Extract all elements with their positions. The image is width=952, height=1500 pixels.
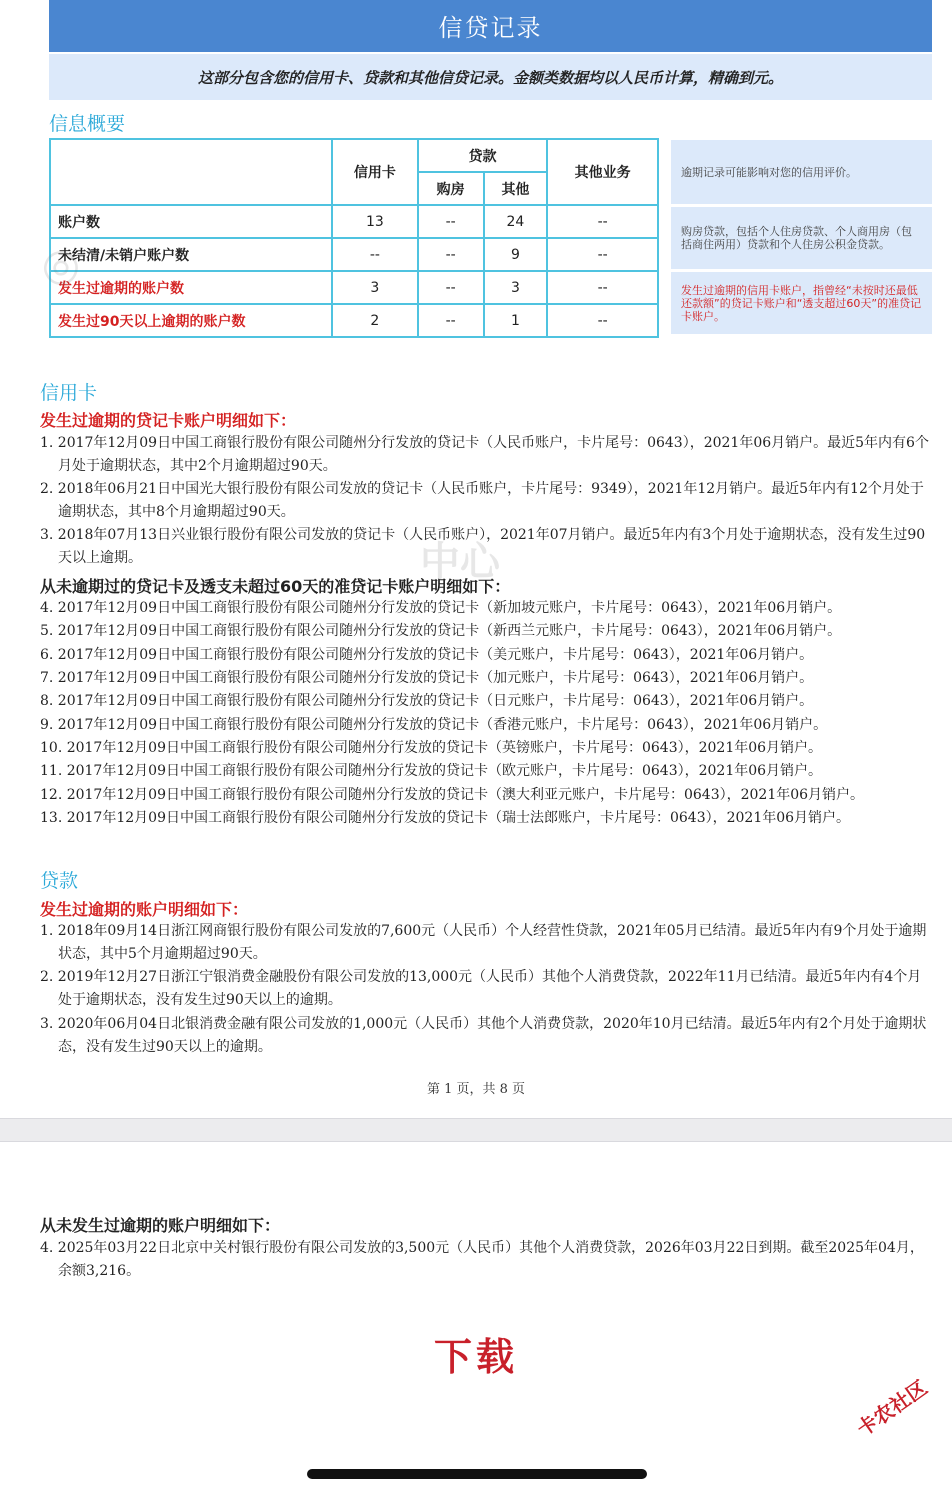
cell: -- xyxy=(418,205,484,238)
list-item: 9. 2017年12月09日中国工商银行股份有限公司随州分行发放的贷记卡（香港元账户，卡片尾号：0643），2021年06月销户。 xyxy=(40,717,828,733)
cell: -- xyxy=(418,304,484,337)
list-item: 3. 2020年06月04日北银消费金融有限公司发放的1,000元（人民币）其他个人消费贷款，2020年10月已结清。最近5年内有2个月处于逾期状态，没有发生过90天以上的逾期。 xyxy=(40,1016,927,1055)
list-item: 4. 2025年03月22日北京中关村银行股份有限公司发放的3,500元（人民币）其他个人消费贷款，2026年03月22日到期。截至2025年04月，余额3,216。 xyxy=(40,1240,924,1279)
cell: 24 xyxy=(484,205,548,238)
list-item: 1. 2018年09月14日浙江网商银行股份有限公司发放的7,600元（人民币）个人经营性贷款，2021年05月已结清。最近5年内有9个月处于逾期状态，其中5个月逾期超过90天。 xyxy=(40,923,927,962)
table-row xyxy=(50,205,658,238)
cell: -- xyxy=(547,271,658,304)
list-item: 2. 2019年12月27日浙江宁银消费金融股份有限公司发放的13,000元（人民币）其他个人消费贷款，2022年11月已结清。最近5年内有4个月处于逾期状态，没有发生过90天以上的逾期。 xyxy=(40,969,922,1008)
row-label: 发生过逾期的账户数 xyxy=(50,271,332,304)
cell: -- xyxy=(547,304,658,337)
list-item: 1. 2017年12月09日中国工商银行股份有限公司随州分行发放的贷记卡（人民币账户，卡片尾号：0643），2021年06月销户。最近5年内有6个月处于逾期状态，其中2个月逾期超过90天。 xyxy=(40,435,929,474)
cell: 3 xyxy=(332,271,418,304)
loans-overdue-heading: 发生过逾期的账户明细如下： xyxy=(40,900,249,919)
cell: -- xyxy=(547,238,658,271)
col-other-business: 其他业务 xyxy=(547,139,658,205)
overview-table xyxy=(49,138,659,338)
overview-title: 信息概要 xyxy=(49,113,126,135)
cell: -- xyxy=(547,205,658,238)
list-item: 4. 2017年12月09日中国工商银行股份有限公司随州分行发放的贷记卡（新加坡元账户，卡片尾号：0643），2021年06月销户。 xyxy=(40,600,842,616)
col-other: 其他 xyxy=(484,172,548,205)
cell: 2 xyxy=(332,304,418,337)
list-item: 10. 2017年12月09日中国工商银行股份有限公司随州分行发放的贷记卡（英镑账户，卡片尾号：0643），2021年06月销户。 xyxy=(40,740,823,756)
cell: 13 xyxy=(332,205,418,238)
community-watermark: 卡农社区 xyxy=(852,1375,932,1441)
note-overdue: 逾期记录可能影响对您的信用评价。 xyxy=(671,140,932,204)
table-corner xyxy=(50,139,332,205)
cell: -- xyxy=(418,238,484,271)
note-credit-card: 发生过逾期的信用卡账户，指曾经“未按时还最低还款额”的贷记卡账户和“透支超过60天”的准贷记卡账户。 xyxy=(671,272,932,334)
cell: -- xyxy=(332,238,418,271)
page-separator xyxy=(0,1118,952,1142)
row-label: 未结清/未销户账户数 xyxy=(50,238,332,271)
row-label: 发生过90天以上逾期的账户数 xyxy=(50,304,332,337)
row-label: 账户数 xyxy=(50,205,332,238)
list-item: 11. 2017年12月09日中国工商银行股份有限公司随州分行发放的贷记卡（欧元账户，卡片尾号：0643），2021年06月销户。 xyxy=(40,763,823,779)
home-indicator[interactable] xyxy=(307,1469,647,1479)
list-item: 6. 2017年12月09日中国工商银行股份有限公司随州分行发放的贷记卡（美元账户，卡片尾号：0643），2021年06月销户。 xyxy=(40,647,814,663)
list-item: 2. 2018年06月21日中国光大银行股份有限公司发放的贷记卡（人民币账户，卡片尾号：9349），2021年12月销户。最近5年内有12个月处于逾期状态，其中8个月逾期超过90天。 xyxy=(40,481,924,520)
loans-title: 贷款 xyxy=(40,870,79,892)
section-subtitle: 这部分包含您的信用卡、贷款和其他信贷记录。金额类数据均以人民币计算，精确到元。 xyxy=(49,54,932,100)
table-row xyxy=(50,304,658,337)
loans-normal-heading: 从未发生过逾期的账户明细如下： xyxy=(40,1216,281,1235)
table-row xyxy=(50,238,658,271)
section-header: 信贷记录 xyxy=(49,0,932,52)
cell: 9 xyxy=(484,238,548,271)
note-housing: 购房贷款，包括个人住房贷款、个人商用房（包括商住两用）贷款和个人住房公积金贷款。 xyxy=(671,207,932,269)
download-button[interactable]: 下载 xyxy=(433,1335,518,1379)
cell: 3 xyxy=(484,271,548,304)
page-number: 第 1 页，共 8 页 xyxy=(426,1082,526,1097)
cell: -- xyxy=(418,271,484,304)
credit-card-title: 信用卡 xyxy=(40,382,98,404)
list-item: 5. 2017年12月09日中国工商银行股份有限公司随州分行发放的贷记卡（新西兰元账户，卡片尾号：0643），2021年06月销户。 xyxy=(40,623,842,639)
list-item: 13. 2017年12月09日中国工商银行股份有限公司随州分行发放的贷记卡（瑞士法郎账户，卡片尾号：0643），2021年06月销户。 xyxy=(40,810,851,826)
list-item: 8. 2017年12月09日中国工商银行股份有限公司随州分行发放的贷记卡（日元账户，卡片尾号：0643），2021年06月销户。 xyxy=(40,693,814,709)
list-item: 7. 2017年12月09日中国工商银行股份有限公司随州分行发放的贷记卡（加元账户，卡片尾号：0643），2021年06月销户。 xyxy=(40,670,814,686)
list-item: 3. 2018年07月13日兴业银行股份有限公司发放的贷记卡（人民币账户），2021年07月销户。最近5年内有3个月处于逾期状态，没有发生过90天以上逾期。 xyxy=(40,527,926,566)
col-credit-card: 信用卡 xyxy=(332,139,418,205)
list-item: 12. 2017年12月09日中国工商银行股份有限公司随州分行发放的贷记卡（澳大利亚元账户，卡片尾号：0643），2021年06月销户。 xyxy=(40,787,865,803)
col-housing: 购房 xyxy=(418,172,484,205)
table-row xyxy=(50,271,658,304)
credit-overdue-heading: 发生过逾期的贷记卡账户明细如下： xyxy=(40,411,297,430)
cell: 1 xyxy=(484,304,548,337)
watermark-stamp: ◎ xyxy=(28,233,90,298)
col-loan: 贷款 xyxy=(418,139,548,172)
credit-normal-heading: 从未逾期过的贷记卡及透支未超过60天的准贷记卡账户明细如下： xyxy=(40,577,511,596)
watermark-text: 中心 xyxy=(420,539,500,585)
